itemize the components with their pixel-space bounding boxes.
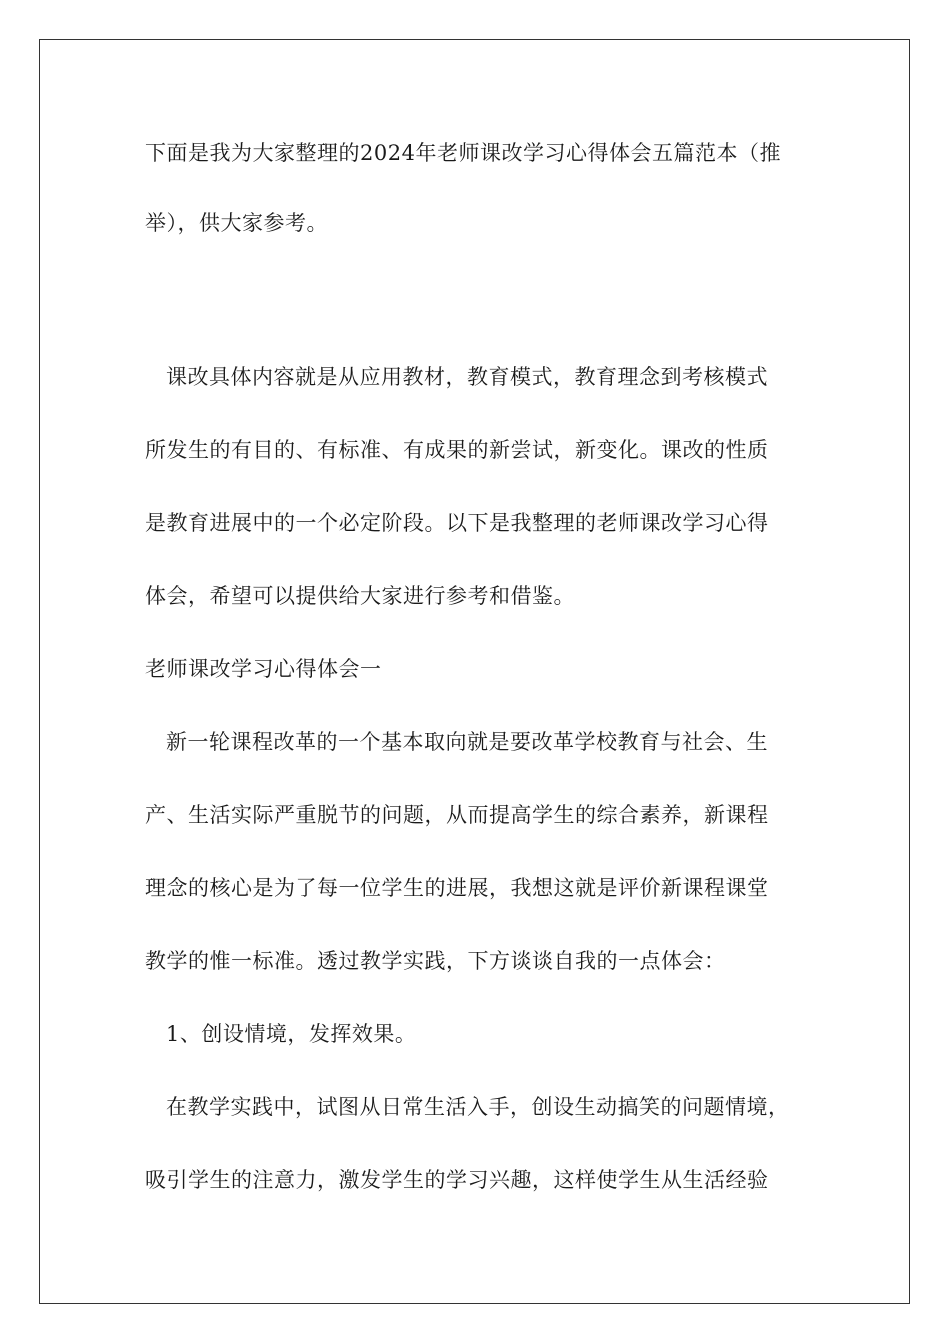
section-heading: 老师课改学习心得体会一 — [145, 657, 382, 681]
paragraph-1-line-4: 体会，希望可以提供给大家进行参考和借鉴。 — [145, 584, 575, 608]
intro-line-1: 下面是我为大家整理的2024年老师课改学习心得体会五篇范本（推 — [145, 141, 781, 165]
paragraph-2-line-4: 教学的惟一标准。透过教学实践，下方谈谈自我的一点体会： — [145, 949, 726, 973]
paragraph-2-line-3: 理念的核心是为了每一位学生的进展，我想这就是评价新课程课堂 — [145, 876, 769, 900]
paragraph-3-line-2: 吸引学生的注意力，激发学生的学习兴趣，这样使学生从生活经验 — [145, 1168, 769, 1192]
paragraph-2-line-2: 产、生活实际严重脱节的问题，从而提高学生的综合素养，新课程 — [145, 803, 769, 827]
paragraph-1-line-1: 课改具体内容就是从应用教材，教育模式，教育理念到考核模式 — [166, 365, 768, 389]
list-item-1: 1、创设情境，发挥效果。 — [166, 1022, 417, 1046]
paragraph-1-line-2: 所发生的有目的、有标准、有成果的新尝试，新变化。课改的性质 — [145, 438, 769, 462]
paragraph-1-line-3: 是教育进展中的一个必定阶段。以下是我整理的老师课改学习心得 — [145, 511, 769, 535]
paragraph-3-line-1: 在教学实践中，试图从日常生活入手，创设生动搞笑的问题情境， — [166, 1095, 790, 1119]
intro-line-2: 举），供大家参考。 — [145, 211, 328, 235]
paragraph-2-line-1: 新一轮课程改革的一个基本取向就是要改革学校教育与社会、生 — [166, 730, 768, 754]
